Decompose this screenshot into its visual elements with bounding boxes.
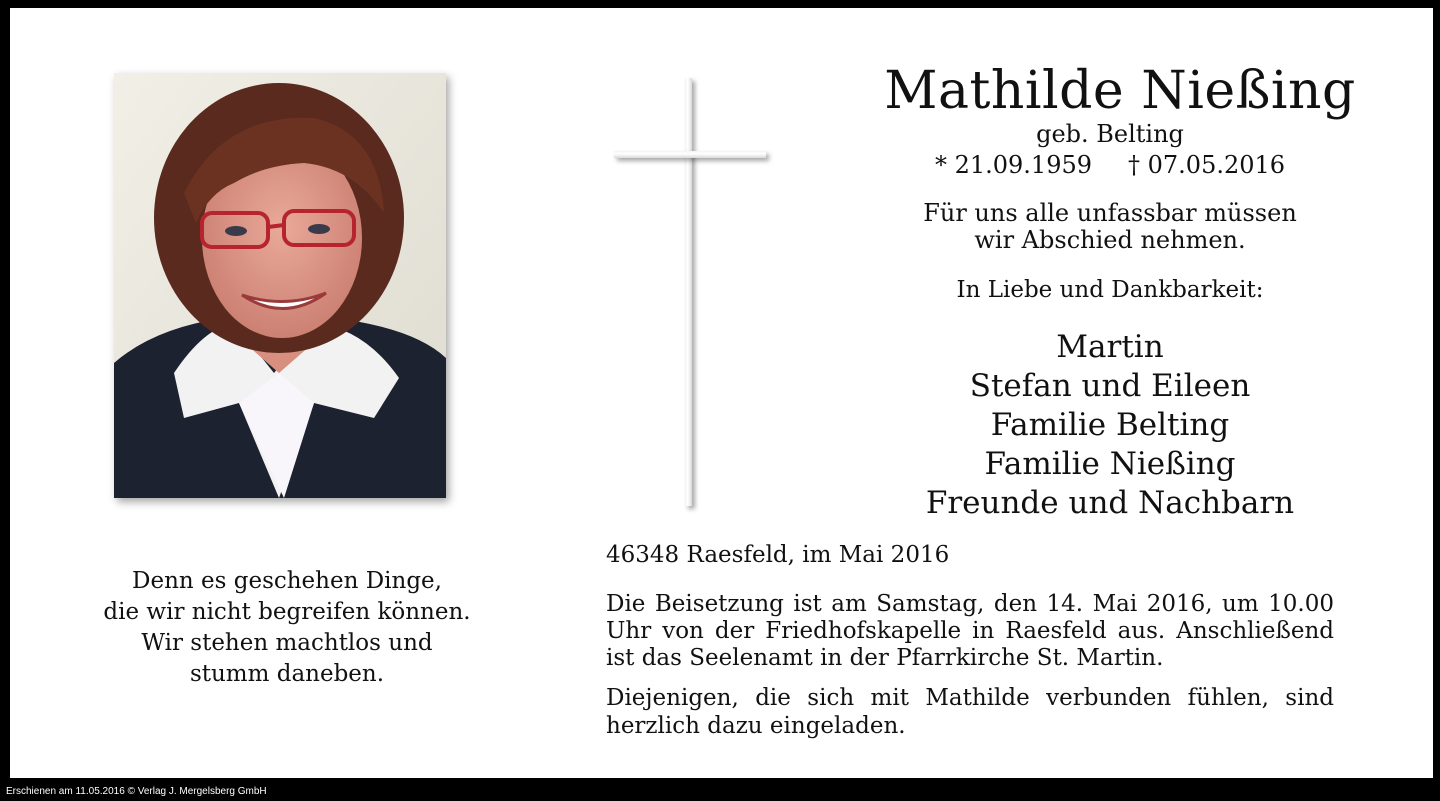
quote-line: Wir stehen machtlos und bbox=[141, 630, 433, 656]
mourner-name: Freunde und Nachbarn bbox=[925, 485, 1295, 521]
mourners-list bbox=[810, 328, 1410, 523]
mourner-name: Familie Belting bbox=[990, 407, 1230, 443]
funeral-info: Die Beisetzung ist am Samstag, den 14. Mai 2016, um 10.00 Uhr von der Friedhofskapelle in Raesfeld aus. Anschließend ist das Seelenamt in der Pfarrkirche St. Martin. bbox=[606, 591, 1334, 671]
birth-date: * 21.09.1959 bbox=[934, 151, 1092, 179]
mourner-name: Stefan und Eileen bbox=[969, 368, 1251, 404]
publication-footer: Erschienen am 11.05.2016 © Verlag J. Mergelsberg GmbH bbox=[6, 786, 267, 797]
mourner-name: Martin bbox=[1056, 329, 1164, 365]
invitation-text: Diejenigen, die sich mit Mathilde verbunden fühlen, sind herzlich dazu eingeladen. bbox=[606, 685, 1334, 739]
quote-line: Denn es geschehen Dinge, bbox=[132, 568, 442, 594]
quote-line: die wir nicht begreifen können. bbox=[103, 599, 471, 625]
maiden-name: geb. Belting bbox=[1036, 120, 1184, 148]
obituary-card bbox=[10, 8, 1433, 778]
mourner-name: Familie Nießing bbox=[984, 446, 1236, 482]
farewell-line: wir Abschied nehmen. bbox=[974, 226, 1246, 254]
death-date: † 07.05.2016 bbox=[1128, 151, 1286, 179]
portrait-photo bbox=[114, 73, 446, 498]
thanks-heading: In Liebe und Dankbarkeit: bbox=[956, 277, 1264, 303]
life-dates bbox=[810, 150, 1410, 180]
deceased-name: Mathilde Nießing bbox=[884, 61, 1356, 121]
cross-icon bbox=[614, 78, 766, 508]
memorial-quote bbox=[70, 566, 504, 690]
quote-line: stumm daneben. bbox=[189, 661, 385, 687]
place-date: 46348 Raesfeld, im Mai 2016 bbox=[606, 542, 950, 568]
farewell-text bbox=[810, 200, 1410, 254]
farewell-line: Für uns alle unfassbar müssen bbox=[923, 199, 1297, 227]
